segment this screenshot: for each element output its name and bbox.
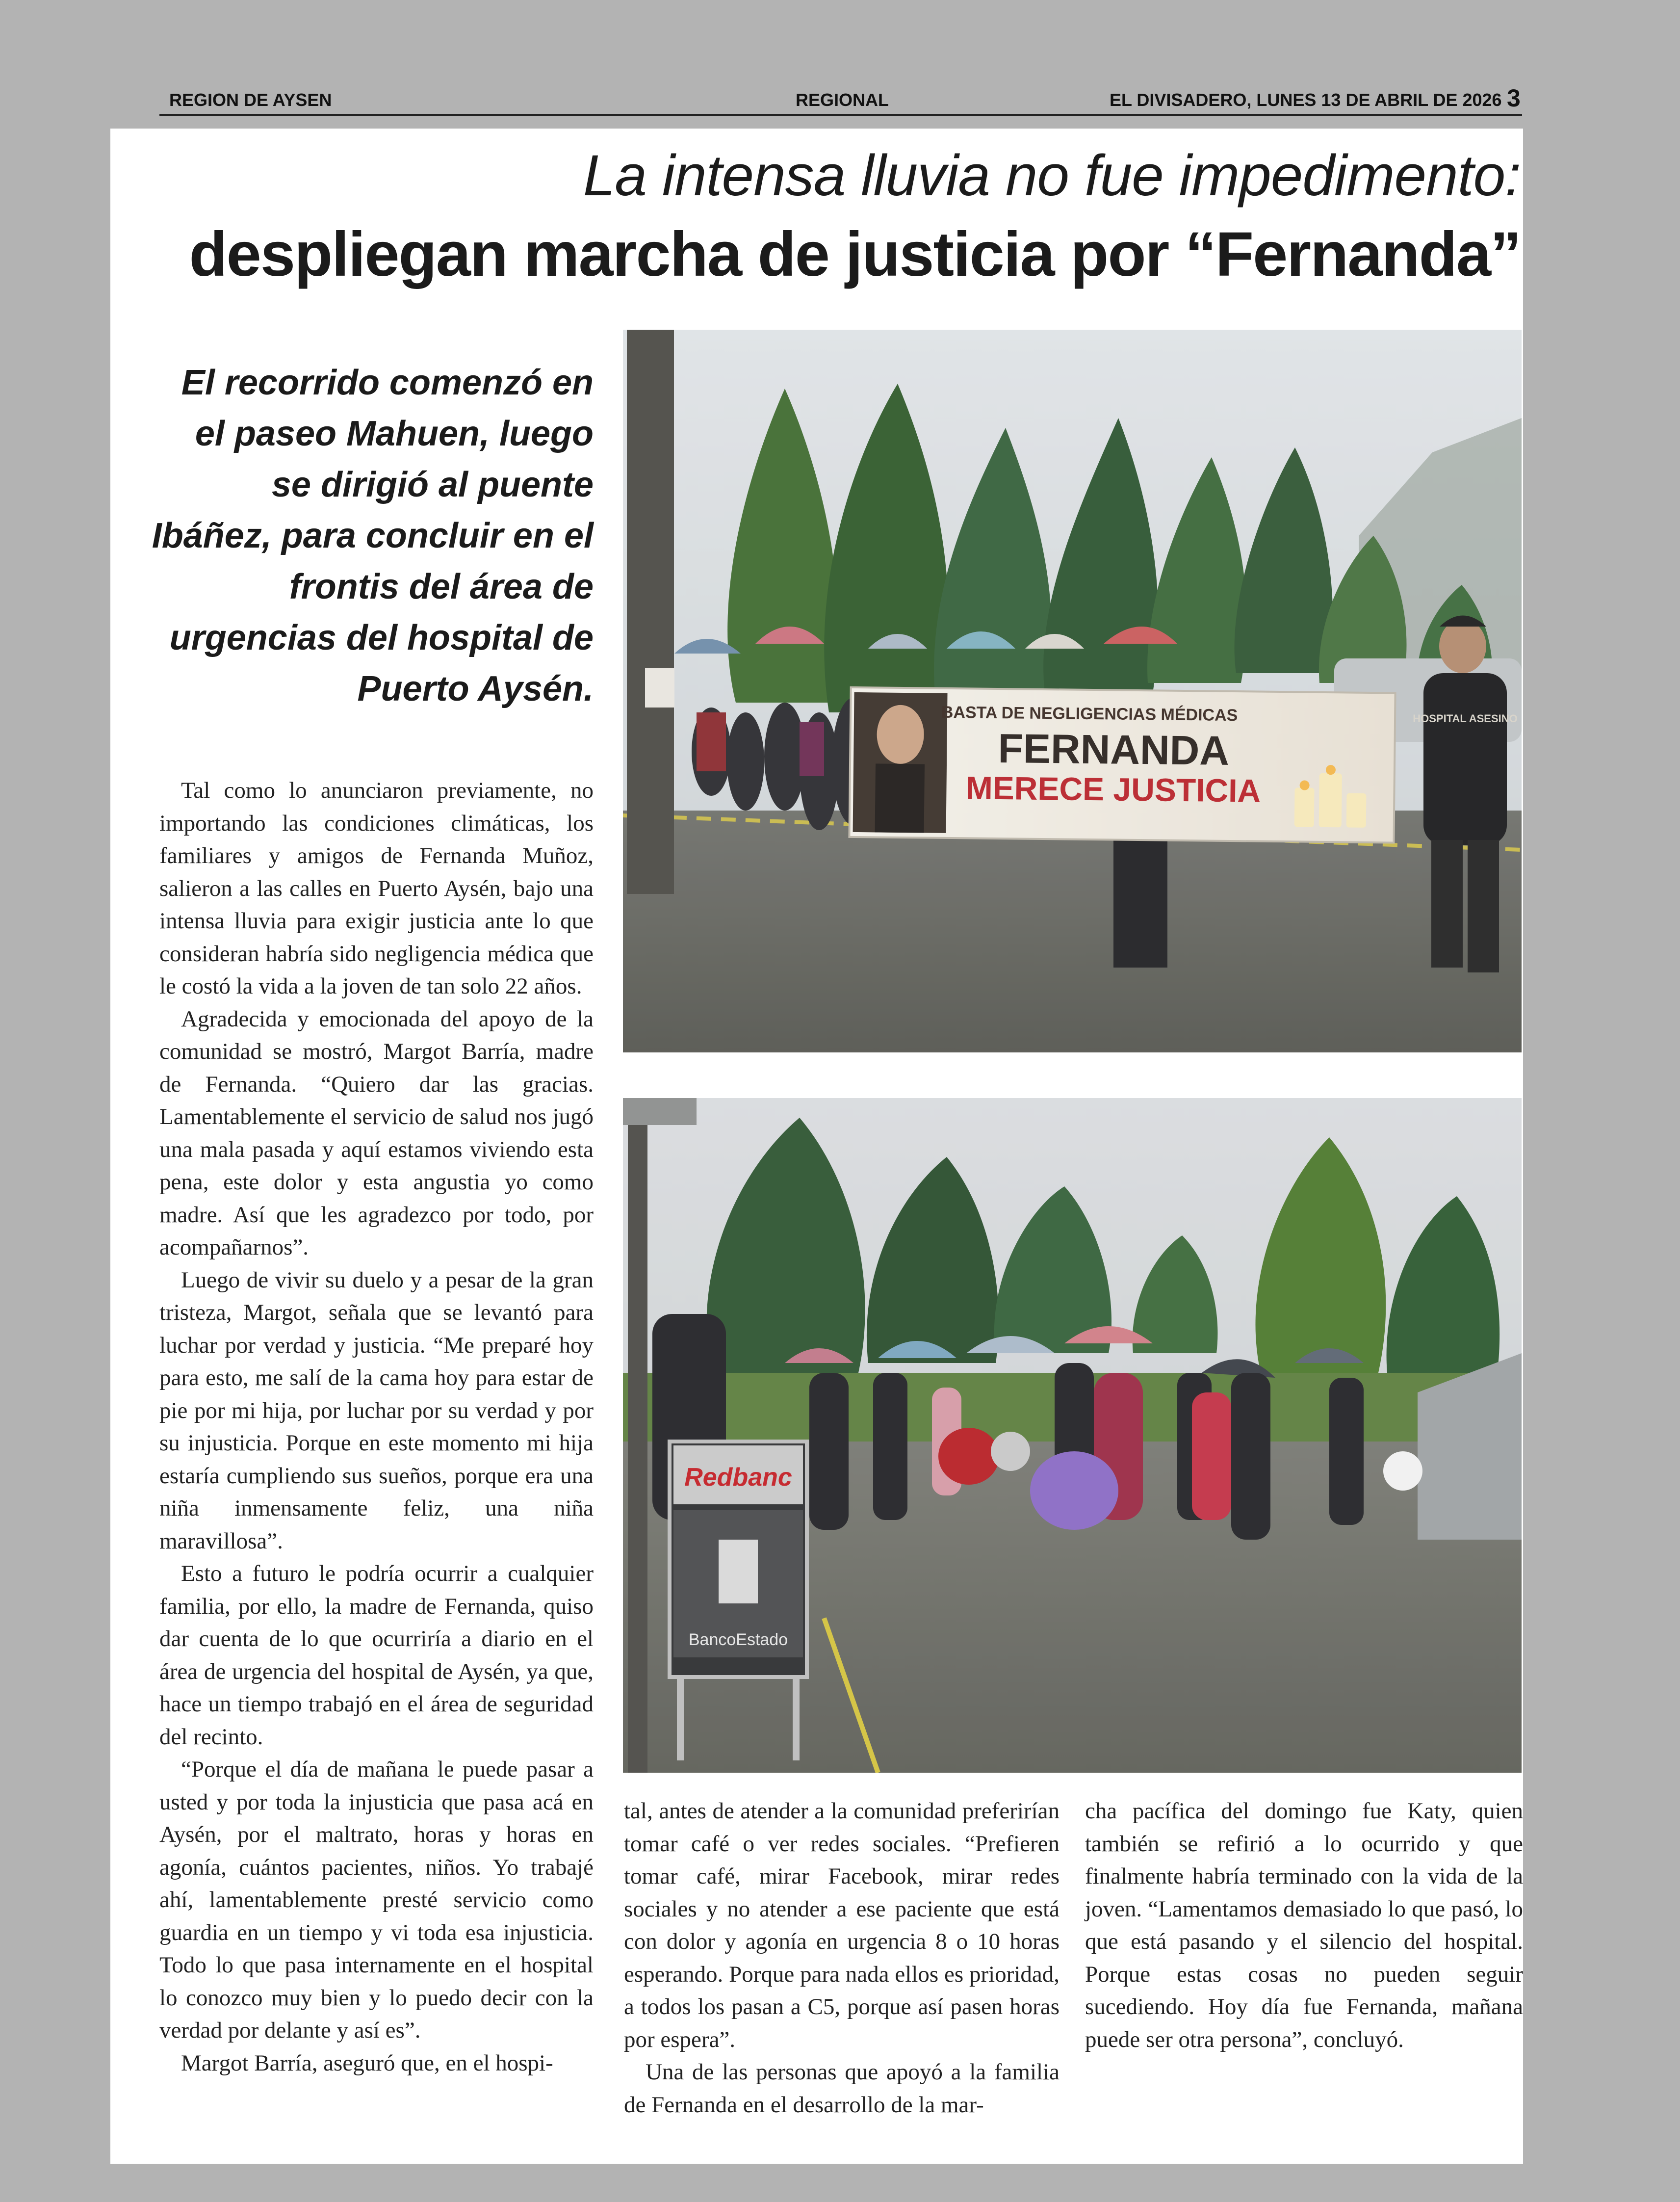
body-column-3 xyxy=(1085,1795,1523,2056)
body-column-2 xyxy=(624,1795,1060,2121)
banner-claim-text: MERECE JUSTICIA xyxy=(965,769,1261,809)
section-category: REGIONAL xyxy=(796,90,889,110)
headline-kicker: La intensa lluvia no fue impedimento: xyxy=(583,143,1521,208)
paragraph: Tal como lo anunciaron previamente, no importando las condiciones climáticas, los familiares y amigos de Fernanda Muñoz, salieron a las calles en Puerto Aysén, bajo una intensa lluvia para exigir justicia ante lo que consideran habría sido negligencia médica que le costó la vida a la joven de tan solo 22 años. xyxy=(159,778,594,999)
paragraph: tal, antes de atender a la comunidad preferirían tomar café o ver redes sociales. “Prefieren tomar café, mirar Facebook, mirar redes sociales y no atender a ese paciente que está con dolor y agonía en urgencia 8 o 10 horas esperando. Porque para nada ellos es prioridad, a todos los pasan a C5, porque así pasen horas por espera”. xyxy=(624,1798,1060,2052)
photo-march-illustration xyxy=(623,330,1522,1052)
header-rule xyxy=(159,114,1522,116)
paragraph: Margot Barría, aseguró que, en el hospi- xyxy=(181,2050,553,2076)
section-label: REGION DE AYSEN xyxy=(169,90,332,110)
headline-main: despliegan marcha de justicia por “Fernanda” xyxy=(189,219,1521,289)
banner-slogan-text: BASTA DE NEGLIGENCIAS MÉDICAS xyxy=(941,703,1238,725)
paragraph: cha pacífica del domingo fue Katy, quien también se refirió a lo ocurrido y que finalmente habría terminado con la vida de la joven. “Lamentamos demasiado lo que pasó, lo que está pasando y el silencio del hospital. Porque estas cosas no pueden seguir sucediendo. Hoy día fue Fernanda, mañana puede ser otra persona”, concluyó. xyxy=(1085,1798,1523,2052)
dateline: EL DIVISADERO, LUNES 13 DE ABRIL DE 2026 xyxy=(1110,90,1502,110)
paragraph: Esto a futuro le podría ocurrir a cualquier familia, por ello, la madre de Fernanda, quiso dar cuenta de lo que ocurriría a diario en el área de urgencia del hospital de Aysén, ya que, hace un tiempo trabajó en el área de seguridad del recinto. xyxy=(159,1561,594,1750)
paragraph: Agradecida y emocionada del apoyo de la comunidad se mostró, Margot Barría, madre de Fernanda. “Quiero dar las gracias. Lamentablemente el servicio de salud nos jugó una mala pasada y aquí estamos viviendo esta pena, este dolor y esta angustia yo como madre. Así que les agradezco por todo, por acompañarnos”. xyxy=(159,1006,594,1260)
body-column-1 xyxy=(159,774,594,2079)
photo-march-banner xyxy=(623,330,1522,1052)
redbanc-sign-text: Redbanc xyxy=(684,1463,792,1492)
banner-name-text: FERNANDA xyxy=(998,725,1230,774)
paragraph: Una de las personas que apoyó a la familia de Fernanda en el desarrollo de la mar- xyxy=(624,2059,1060,2118)
photo-march-drums xyxy=(623,1098,1522,1773)
page-number: 3 xyxy=(1507,84,1521,112)
bancoestado-sign-text: BancoEstado xyxy=(688,1630,788,1649)
shirt-text: HOSPITAL ASESINO xyxy=(1413,712,1518,725)
photo-drums-illustration xyxy=(623,1098,1522,1773)
article-lede: El recorrido comenzó en el paseo Mahuen, luego se dirigió al puente Ibáñez, para concluir en el frontis del área de urgencias del hospital de Puerto Aysén. xyxy=(152,363,594,708)
paragraph: “Porque el día de mañana le puede pasar a usted y por toda la injusticia que pasa acá en Aysén, por el maltrato, horas y horas en agonía, cuántos pacientes, niños. Yo trabajé ahí, lamentablemente presté servicio como guardia en un tiempo y vi toda esa injusticia. Todo lo que pasa internamente en el hospital lo conozco muy bien y lo puedo decir con la verdad por delante y así es”. xyxy=(159,1756,594,2043)
paragraph: Luego de vivir su duelo y a pesar de la gran tristeza, Margot, señala que se levantó para luchar por verdad y justicia. “Me preparé hoy para esto, me salí de la cama hoy para estar de pie por mi hija, por luchar por su verdad y por su injusticia. Porque en este momento mi hija estaría cumpliendo sus sueños, porque era una niña inmensamente feliz, una niña maravillosa”. xyxy=(159,1267,594,1554)
